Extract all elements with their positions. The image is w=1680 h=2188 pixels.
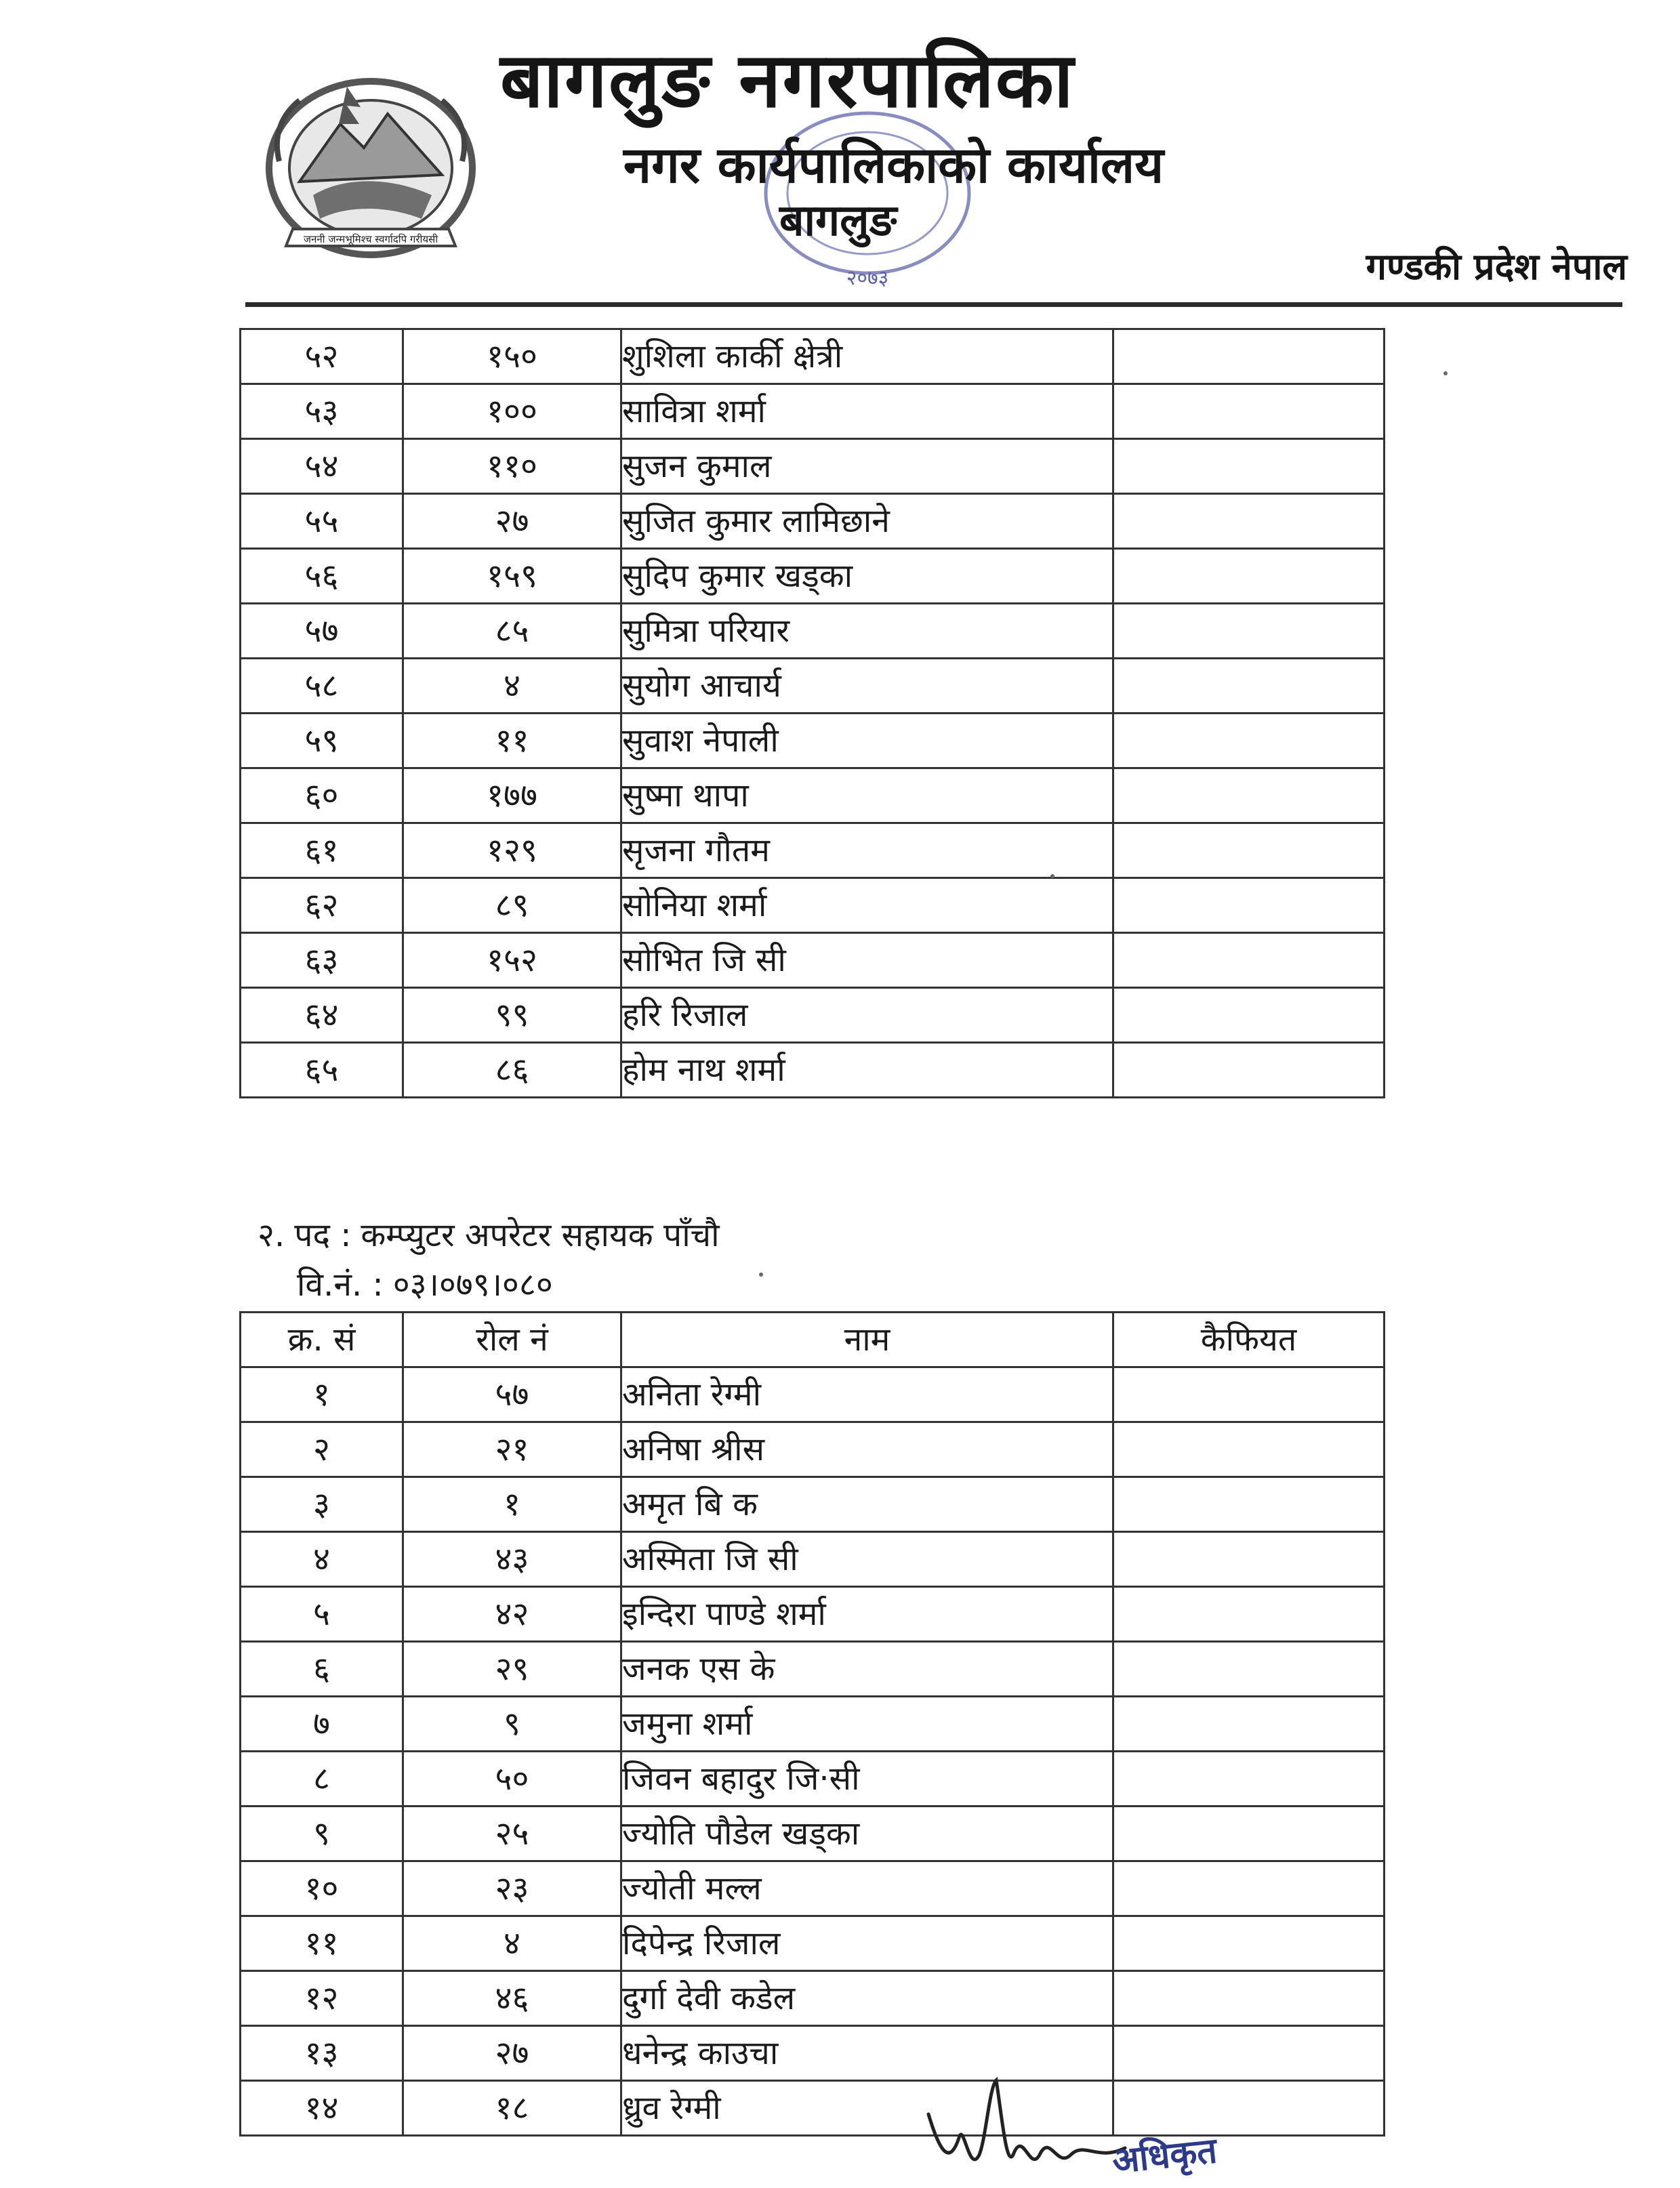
roll-number-cell: ९९ (403, 988, 621, 1043)
ad-value: ०३।०७९।०८० (392, 1266, 553, 1304)
table-row (241, 2026, 1385, 2081)
stamp-year: २०७३ (846, 266, 889, 290)
name-cell: सावित्रा शर्मा (621, 384, 1113, 439)
office-subtitle: नगर कार्यपालिकाको कार्यालय (623, 136, 1164, 194)
city-name: बागलुङ (779, 196, 897, 246)
roll-number-cell: ८५ (403, 604, 621, 659)
table-row (241, 1422, 1385, 1477)
table-row (241, 1807, 1385, 1861)
serial-cell: ११ (241, 1916, 403, 1971)
table-row (241, 988, 1385, 1043)
municipality-title: बागलुङ नगरपालिका (500, 37, 1075, 125)
table-row (241, 1587, 1385, 1642)
remarks-cell (1113, 494, 1385, 549)
roll-number-cell: ५७ (403, 1367, 621, 1422)
table-row (241, 549, 1385, 604)
serial-cell: ५७ (241, 604, 403, 659)
results-table-computer-operator (239, 1311, 1385, 2137)
header-rule (245, 302, 1622, 307)
nepal-emblem-logo (252, 60, 489, 270)
name-cell: धनेन्द्र काउचा (621, 2026, 1113, 2081)
serial-cell: ६१ (241, 823, 403, 878)
serial-cell: १४ (241, 2081, 403, 2136)
remarks-cell (1113, 878, 1385, 933)
serial-cell: ६० (241, 768, 403, 823)
roll-number-cell: २१ (403, 1422, 621, 1477)
scan-speck (1443, 371, 1448, 375)
signatory-label: अधिकृत (1110, 2130, 1219, 2183)
roll-number-cell: ४२ (403, 1587, 621, 1642)
remarks-cell (1113, 604, 1385, 659)
roll-number-cell: ४ (403, 1916, 621, 1971)
remarks-cell (1113, 714, 1385, 768)
table-row (241, 823, 1385, 878)
remarks-cell (1113, 1477, 1385, 1532)
table-row (241, 329, 1385, 384)
serial-cell: ५२ (241, 329, 403, 384)
table-row (241, 659, 1385, 714)
remarks-cell (1113, 1861, 1385, 1916)
table-row (241, 439, 1385, 494)
roll-number-cell: १ (403, 1477, 621, 1532)
serial-cell: ५५ (241, 494, 403, 549)
name-cell: अस्मिता जि सी (621, 1532, 1113, 1587)
name-cell: जमुना शर्मा (621, 1697, 1113, 1752)
serial-cell: १२ (241, 1971, 403, 2026)
table-row (241, 1642, 1385, 1697)
roll-number-cell: ११ (403, 714, 621, 768)
post-number: २. (258, 1216, 285, 1254)
name-cell: अनिता रेग्मी (621, 1367, 1113, 1422)
roll-number-cell: १२९ (403, 823, 621, 878)
remarks-cell (1113, 1752, 1385, 1807)
roll-number-cell: ४ (403, 659, 621, 714)
serial-cell: ५ (241, 1587, 403, 1642)
serial-cell: ६२ (241, 878, 403, 933)
header-roll: रोल नं (403, 1313, 621, 1367)
name-cell: शुशिला कार्की क्षेत्री (621, 329, 1113, 384)
roll-number-cell: ४६ (403, 1971, 621, 2026)
serial-cell: ६४ (241, 988, 403, 1043)
table-row (241, 604, 1385, 659)
remarks-cell (1113, 439, 1385, 494)
remarks-cell (1113, 1422, 1385, 1477)
remarks-cell (1113, 2081, 1385, 2136)
province-label: गण्डकी प्रदेश नेपाल (1366, 245, 1627, 288)
table-row (241, 933, 1385, 988)
roll-number-cell: १८ (403, 2081, 621, 2136)
roll-number-cell: १५९ (403, 549, 621, 604)
name-cell: अमृत बि क (621, 1477, 1113, 1532)
table-row (241, 1861, 1385, 1916)
table-row (241, 384, 1385, 439)
name-cell: सुवाश नेपाली (621, 714, 1113, 768)
remarks-cell (1113, 1971, 1385, 2026)
table-row (241, 714, 1385, 768)
roll-number-cell: ८९ (403, 878, 621, 933)
serial-cell: ८ (241, 1752, 403, 1807)
roll-number-cell: २३ (403, 1861, 621, 1916)
remarks-cell (1113, 1807, 1385, 1861)
roll-number-cell: ९ (403, 1697, 621, 1752)
name-cell: सुजन कुमाल (621, 439, 1113, 494)
roll-number-cell: २७ (403, 494, 621, 549)
remarks-cell (1113, 1532, 1385, 1587)
name-cell: ज्योती मल्ल (621, 1861, 1113, 1916)
roll-number-cell: १५० (403, 329, 621, 384)
advertisement-number (297, 1266, 562, 1305)
post-value: कम्प्युटर अपरेटर सहायक पाँचौ (361, 1216, 720, 1254)
header-name: नाम (621, 1313, 1113, 1367)
serial-cell: ४ (241, 1532, 403, 1587)
serial-cell: ६३ (241, 933, 403, 988)
serial-cell: ७ (241, 1697, 403, 1752)
name-cell: ज्योति पौडेल खड्का (621, 1807, 1113, 1861)
name-cell: सुदिप कुमार खड्का (621, 549, 1113, 604)
serial-cell: १० (241, 1861, 403, 1916)
remarks-cell (1113, 1587, 1385, 1642)
roll-number-cell: ५० (403, 1752, 621, 1807)
roll-number-cell: ८६ (403, 1043, 621, 1098)
serial-cell: ५८ (241, 659, 403, 714)
serial-cell: ५९ (241, 714, 403, 768)
table-header-row (241, 1313, 1385, 1367)
remarks-cell (1113, 659, 1385, 714)
name-cell: दिपेन्द्र रिजाल (621, 1916, 1113, 1971)
remarks-cell (1113, 988, 1385, 1043)
remarks-cell (1113, 1916, 1385, 1971)
name-cell: सुमित्रा परियार (621, 604, 1113, 659)
name-cell: जिवन बहादुर जि·सी (621, 1752, 1113, 1807)
name-cell: जनक एस के (621, 1642, 1113, 1697)
roll-number-cell: ११० (403, 439, 621, 494)
scan-speck (759, 1273, 763, 1277)
remarks-cell (1113, 1697, 1385, 1752)
name-cell: अनिषा श्रीस (621, 1422, 1113, 1477)
serial-cell: ६५ (241, 1043, 403, 1098)
roll-number-cell: ४३ (403, 1532, 621, 1587)
name-cell: सुजित कुमार लामिछाने (621, 494, 1113, 549)
name-cell: सोनिया शर्मा (621, 878, 1113, 933)
serial-cell: ५६ (241, 549, 403, 604)
remarks-cell (1113, 1043, 1385, 1098)
roll-number-cell: १७७ (403, 768, 621, 823)
name-cell: ध्रुव रेग्मी (621, 2081, 1113, 2136)
handwritten-signature (922, 2073, 1132, 2188)
serial-cell: ९ (241, 1807, 403, 1861)
serial-cell: ३ (241, 1477, 403, 1532)
roll-number-cell: १५२ (403, 933, 621, 988)
name-cell: सृजना गौतम (621, 823, 1113, 878)
remarks-cell (1113, 329, 1385, 384)
roll-number-cell: २९ (403, 1642, 621, 1697)
table-row (241, 1477, 1385, 1532)
name-cell: हरि रिजाल (621, 988, 1113, 1043)
table-row (241, 1971, 1385, 2026)
table-row (241, 1043, 1385, 1098)
table-row (241, 1752, 1385, 1807)
name-cell: सुयोग आचार्य (621, 659, 1113, 714)
remarks-cell (1113, 2026, 1385, 2081)
name-cell: इन्दिरा पाण्डे शर्मा (621, 1587, 1113, 1642)
remarks-cell (1113, 384, 1385, 439)
table-row (241, 768, 1385, 823)
post-heading (258, 1216, 729, 1256)
remarks-cell (1113, 549, 1385, 604)
scan-speck (1050, 874, 1054, 878)
remarks-cell (1113, 768, 1385, 823)
table-row (241, 878, 1385, 933)
name-cell: दुर्गा देवी कडेल (621, 1971, 1113, 2026)
post-label: पद : (294, 1216, 352, 1254)
remarks-cell (1113, 1367, 1385, 1422)
serial-cell: ६ (241, 1642, 403, 1697)
table-row (241, 494, 1385, 549)
roll-number-cell: २५ (403, 1807, 621, 1861)
header-remarks: कैफियत (1113, 1313, 1385, 1367)
ad-label: वि.नं. : (297, 1266, 384, 1304)
remarks-cell (1113, 933, 1385, 988)
table-row (241, 1916, 1385, 1971)
roll-number-cell: २७ (403, 2026, 621, 2081)
serial-cell: १ (241, 1367, 403, 1422)
serial-cell: ५३ (241, 384, 403, 439)
remarks-cell (1113, 823, 1385, 878)
emblem-motto: जननी जन्मभूमिश्च स्वर्गादपि गरीयसी (303, 233, 438, 245)
name-cell: सुष्मा थापा (621, 768, 1113, 823)
results-table-continued (239, 328, 1385, 1098)
name-cell: सोभित जि सी (621, 933, 1113, 988)
header-serial: क्र. सं (241, 1313, 403, 1367)
table-row (241, 1532, 1385, 1587)
remarks-cell (1113, 1642, 1385, 1697)
roll-number-cell: १०० (403, 384, 621, 439)
serial-cell: ५४ (241, 439, 403, 494)
name-cell: होम नाथ शर्मा (621, 1043, 1113, 1098)
table-row (241, 1367, 1385, 1422)
serial-cell: २ (241, 1422, 403, 1477)
table-row (241, 1697, 1385, 1752)
serial-cell: १३ (241, 2026, 403, 2081)
